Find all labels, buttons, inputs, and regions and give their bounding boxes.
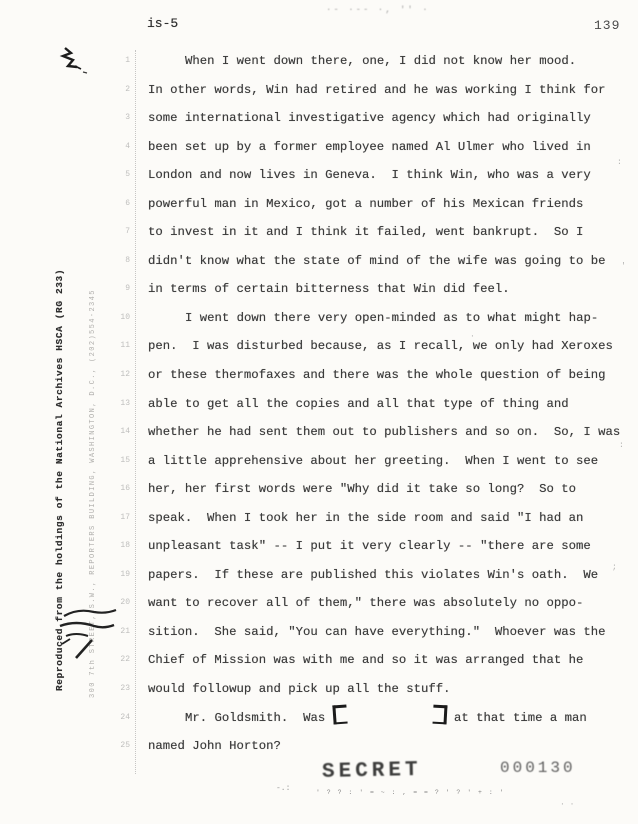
transcript-line: been set up by a former employee named Al Ulmer who lived in (148, 139, 591, 154)
line-number: 5 (125, 170, 130, 180)
transcript-line: a little apprehensive about her greeting. When I went to see (148, 453, 599, 468)
transcript-lines (148, 47, 626, 761)
redaction-bracket-close (432, 704, 447, 724)
transcript-line: or these thermofaxes and there was the whole question of being (148, 368, 606, 383)
line-number: 22 (120, 655, 130, 665)
transcript-line: unpleasant task" -- I put it very clearly -- "there are some (148, 539, 591, 554)
secret-stamp-subtext: ' ? ? : ' = ~ : , = = ? ' ? ' + : ' (316, 789, 506, 796)
line-number: 12 (120, 370, 130, 380)
line-number: 9 (125, 284, 130, 294)
line-number: 4 (125, 141, 130, 151)
top-smudge-mark: ·- ·-- ·, '' · (326, 5, 430, 15)
line-number: 25 (120, 741, 130, 751)
transcript-line: When I went down there, one, I did not know her mood. (185, 54, 577, 68)
transcript-line: powerful man in Mexico, got a number of his Mexican friends (148, 196, 584, 211)
transcript-line: sition. She said, "You can have everything." Whoever was the (148, 624, 606, 639)
transcript-line: would followup and pick up all the stuff. (148, 682, 451, 697)
line-number: 24 (120, 712, 130, 722)
transcript-line: speak. When I took her in the side room and said "I had an (148, 510, 584, 525)
transcript-line: some international investigative agency which had originally (148, 111, 591, 126)
secret-classification-stamp: SECRET (321, 758, 422, 785)
archives-provenance-caption: Reproduced from the holdings of the National Archives HSCA (RG 233) (54, 268, 65, 691)
line-number: 13 (120, 398, 130, 408)
line-number: 23 (120, 684, 130, 694)
line-number: 7 (125, 227, 130, 237)
transcript-line: able to get all the copies and all that type of thing and (148, 396, 569, 411)
line-number: 18 (120, 541, 130, 551)
transcript-line: pen. I was disturbed because, as I recall, we only had Xeroxes (148, 339, 613, 354)
line-number: 20 (120, 598, 130, 608)
document-id: is-5 (147, 16, 179, 31)
reporters-building-stamp: 300 7th STREET, S.W., REPORTERS BUILDING, WASHINGTON, D.C., (202)554-2345 (89, 289, 97, 698)
line-text: Mr. Goldsmith. Was (185, 710, 333, 725)
transcript-line (148, 704, 626, 733)
document-control-number: 000130 (500, 759, 576, 777)
stray-mark: : (619, 441, 624, 450)
footer-left-marks: -.: (276, 784, 291, 793)
transcript-line: Chief of Mission was with me and so it was arranged that he (148, 653, 584, 668)
line-number: 2 (125, 84, 130, 94)
line-number: 14 (120, 427, 130, 437)
transcript-line: to invest in it and I think it failed, went bankrupt. So I (148, 225, 584, 240)
transcript-line: whether he had sent them out to publishers and so on. So, I was (148, 425, 621, 440)
line-number: 6 (125, 198, 130, 208)
transcript-line: I went down there very open-minded as to what might hap- (185, 310, 599, 325)
transcript-line: papers. If these are published this violates Win's oath. We (148, 567, 599, 582)
transcript-line: In other words, Win had retired and he was working I think for (148, 82, 606, 97)
line-number: 16 (120, 484, 130, 494)
transcript-line: London and now lives in Geneva. I think Win, who was a very (148, 168, 591, 183)
stray-mark: : (617, 158, 622, 167)
line-number: 15 (120, 455, 130, 465)
transcript-line: her, her first words were "Why did it take so long? So to (148, 482, 577, 497)
redaction-bracket-open (332, 704, 347, 724)
stray-mark: · (470, 332, 475, 341)
line-text: at that time a man (446, 710, 587, 725)
line-number: 10 (120, 312, 130, 322)
line-number: 8 (125, 255, 130, 265)
margin-dotted-rule (135, 50, 136, 774)
transcript-line: in terms of certain bitterness that Win did feel. (148, 282, 510, 297)
line-number: 17 (120, 512, 130, 522)
stray-mark: ' (621, 262, 626, 271)
transcript-line: want to recover all of them," there was absolutely no oppo- (148, 596, 584, 611)
line-number: 21 (120, 626, 130, 636)
top-left-ink-scribble (53, 40, 97, 86)
transcript-line: didn't know what the state of mind of the wife was going to be (148, 253, 606, 268)
line-number: 1 (125, 56, 130, 65)
stray-mark: ; (612, 563, 617, 572)
line-number: 11 (120, 341, 130, 351)
transcript-line: named John Horton? (148, 739, 281, 754)
bottom-left-ink-scribble (56, 600, 128, 664)
line-number: 19 (120, 569, 130, 579)
page-number: 139 (594, 18, 621, 33)
line-number: 3 (125, 113, 130, 123)
stray-mark: · · (560, 800, 575, 809)
